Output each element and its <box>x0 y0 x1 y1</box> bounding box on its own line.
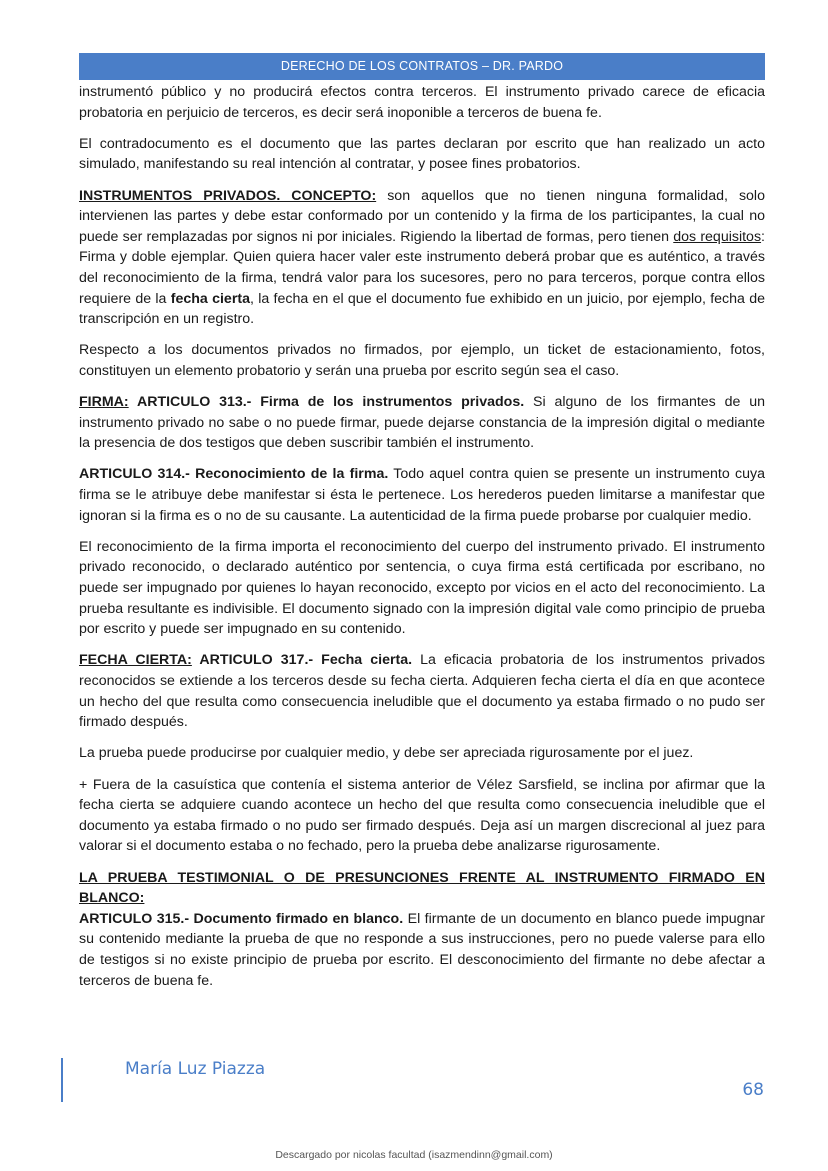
underlined-term: dos requisitos <box>673 228 762 245</box>
article-title: ARTICULO 313.- Firma de los instrumentos privados. <box>128 394 525 411</box>
paragraph: instrumentó público y no producirá efectos contra terceros. El instrumento privado carece de eficacia probatoria en perjuicio de terceros, es decir será inoponible a terceros de buena fe. <box>79 84 765 121</box>
paragraph <box>79 868 765 992</box>
paragraph-text: Todo aquel contra quien se presente un instrumento cuya firma se le atribuye debe manifestar si ésta le pertenece. Los herederos pueden limitarse a manifestar que ignoran si la firma es o no de su causante. La autenticidad de la firma puede probarse por cualquier medio. <box>79 466 765 524</box>
page-number: 68 <box>742 1080 764 1100</box>
section-heading: INSTRUMENTOS PRIVADOS. CONCEPTO: <box>79 187 377 204</box>
article-title: ARTICULO 315.- Documento firmado en blanco. <box>79 910 404 927</box>
paragraph-text: : Firma y doble ejemplar. Quien quiera hacer valer este instrumento deberá probar que es auténtico, a través del reconocimiento de la firma, tendrá valor para los sucesores, pero no para terceros, porque contra ellos requiere de la <box>79 228 765 307</box>
paragraph-text: La eficacia probatoria de los instrumentos privados reconocidos se extiende a los terceros desde su fecha cierta. Adquieren fecha cierta el día en que acontece un hecho del que resulta como consecuencia ineludible que el documento ya estaba firmado o no pudo ser firmado después. <box>79 652 765 731</box>
footer-divider <box>61 1058 63 1102</box>
section-heading: FECHA CIERTA: <box>79 652 192 669</box>
paragraph: La prueba puede producirse por cualquier medio, y debe ser apreciada rigurosamente por el juez. <box>79 745 694 762</box>
paragraph-text: son aquellos que no tienen ninguna formalidad, solo intervienen las partes y debe estar conformado por un contenido y la firma de los participantes, la cual no puede ser remplazadas por signos ni por iniciales. Rigiendo la libertad de formas, pero tienen <box>79 187 765 245</box>
paragraph <box>79 650 765 732</box>
section-heading: LA PRUEBA TESTIMONIAL O DE PRESUNCIONES FRENTE AL INSTRUMENTO FIRMADO EN BLANCO: <box>79 869 765 907</box>
paragraph <box>79 392 765 454</box>
page-header: DERECHO DE LOS CONTRATOS – DR. PARDO <box>79 53 765 80</box>
paragraph: Respecto a los documentos privados no firmados, por ejemplo, un ticket de estacionamiento, fotos, constituyen un elemento probatorio y serán una prueba por escrito según sea el caso. <box>79 342 765 379</box>
document-body <box>79 82 765 1002</box>
paragraph-text: , la fecha en el que el documento fue exhibido en un juicio, por ejemplo, fecha de transcripción en un registro. <box>79 290 765 328</box>
author-name: María Luz Piazza <box>125 1059 266 1079</box>
paragraph: El reconocimiento de la firma importa el reconocimiento del cuerpo del instrumento privado. El instrumento privado reconocido, o declarado auténtico por sentencia, o cuya firma está certificada por escribano, no puede ser impugnado por quienes lo hayan reconocido, excepto por vicios en el acto del reconocimiento. La prueba resultante es indivisible. El documento signado con la impresión digital vale como principio de prueba por escrito y puede ser impugnado en su contenido. <box>79 538 765 638</box>
paragraph-text: Si alguno de los firmantes de un instrumento privado no sabe o no puede firmar, puede dejarse constancia de la impresión digital o mediante la presencia de dos testigos que deben suscribir también el instrumento. <box>79 394 765 452</box>
article-title: ARTICULO 317.- Fecha cierta. <box>191 652 413 669</box>
paragraph: El contradocumento es el documento que las partes declaran por escrito que han realizado un acto simulado, manifestando su real intención al contratar, y posee fines probatorios. <box>79 135 765 173</box>
section-heading: FIRMA: <box>79 394 129 411</box>
paragraph-text: El firmante de un documento en blanco puede impugnar su contenido mediante la prueba de que no responde a sus instrucciones, pero no puede valerse para ello de testigos si no existe principio de prueba por escrito. El desconocimiento del firmante no debe afectar a terceros de buena fe. <box>79 910 765 989</box>
paragraph <box>79 464 765 526</box>
article-title: ARTICULO 314.- Reconocimiento de la firma. <box>79 466 389 483</box>
bold-term: fecha cierta <box>170 290 250 307</box>
download-note: Descargado por nicolas facultad (isazmendinn@gmail.com) <box>275 1149 553 1161</box>
paragraph: + Fuera de la casuística que contenía el sistema anterior de Vélez Sarsfield, se inclina por afirmar que la fecha cierta se adquiere cuando acontece un hecho del que resulta como consecuencia ineludible que el documento ya estaba firmado o no pudo ser firmado después. Deja así un margen discrecional al juez para valorar si el documento estaba o no fechado, pero la prueba debe analizarse rigurosamente. <box>79 776 765 855</box>
paragraph <box>79 186 765 330</box>
